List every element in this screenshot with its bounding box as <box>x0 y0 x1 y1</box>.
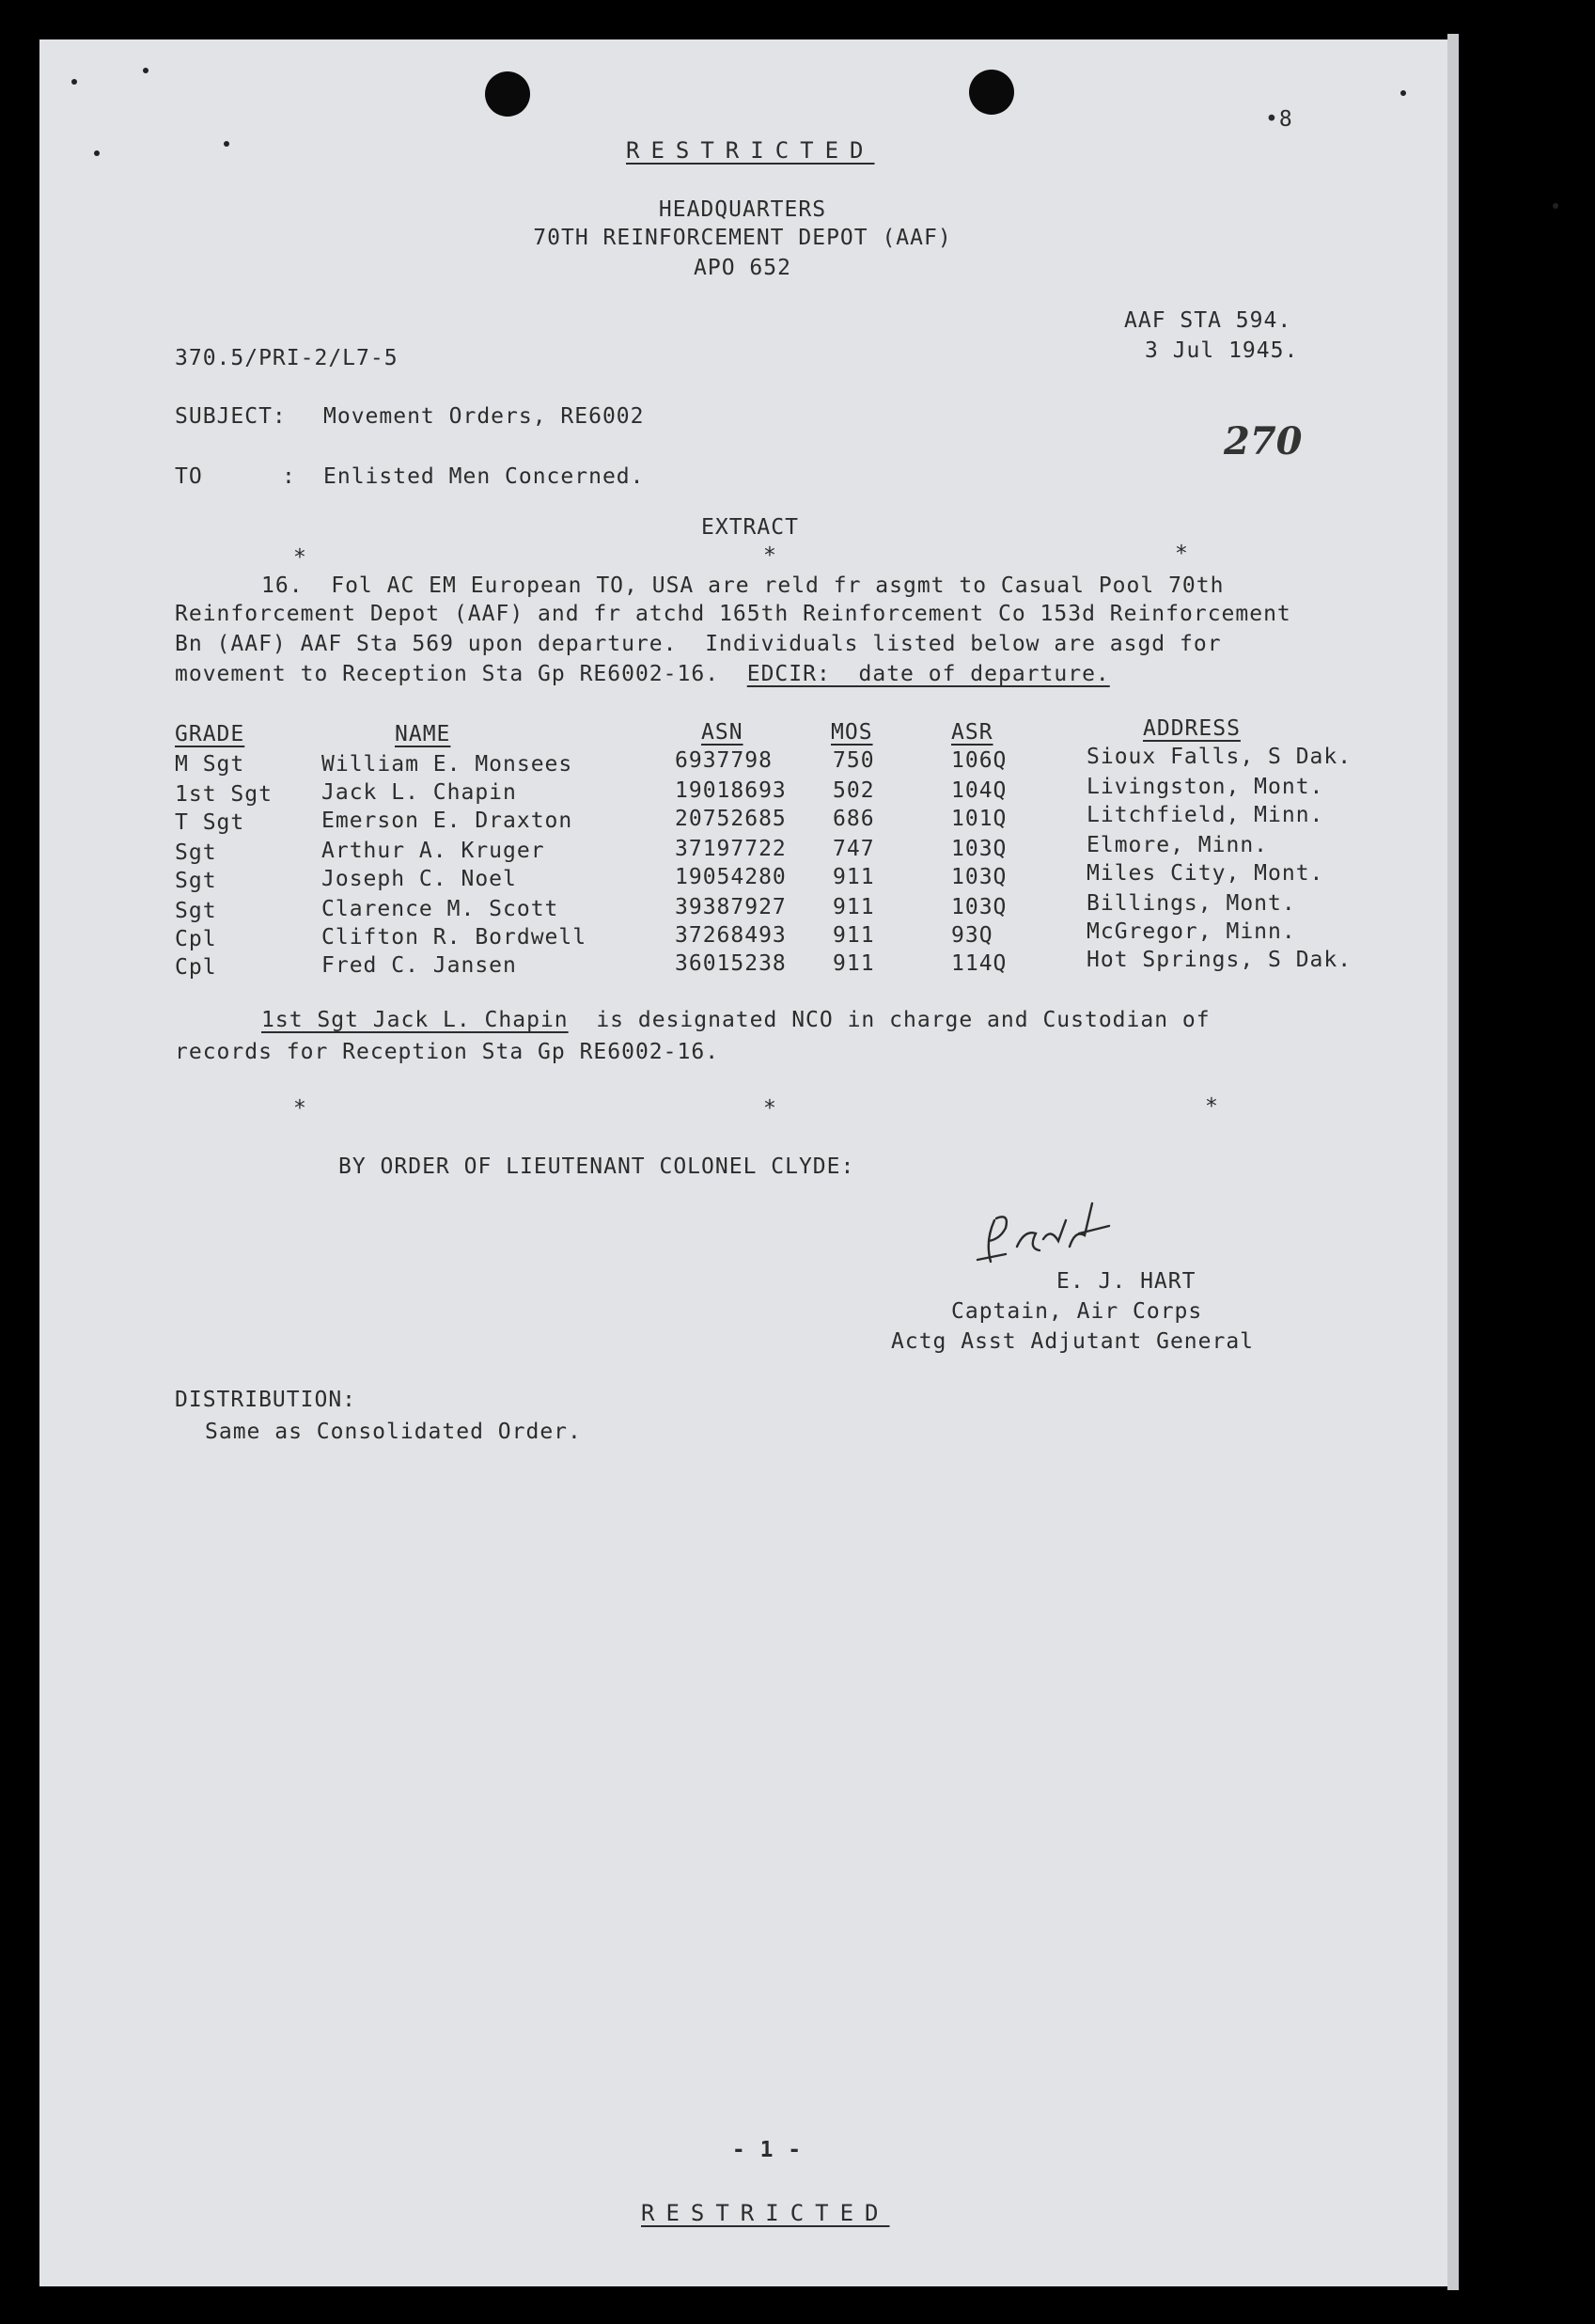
to-label: TO <box>175 464 203 489</box>
cell-mos: 747 <box>833 837 875 861</box>
cell-name: Clifton R. Bordwell <box>321 925 587 950</box>
cell-mos: 911 <box>833 865 875 889</box>
paragraph-line <box>175 664 1110 685</box>
cell-asr: 103Q <box>951 865 1008 889</box>
to-colon: : <box>282 464 296 489</box>
cell-grade: 1st Sgt <box>175 782 273 807</box>
cell-asr: 106Q <box>951 748 1008 773</box>
speck <box>1400 90 1406 96</box>
asterisk: * <box>293 1096 307 1121</box>
cell-asn: 19054280 <box>675 865 787 889</box>
header-asn: ASN <box>701 720 743 745</box>
cell-name: Arthur A. Kruger <box>321 839 545 863</box>
cell-mos: 911 <box>833 923 875 948</box>
cell-mos: 911 <box>833 895 875 919</box>
speck <box>1553 203 1558 209</box>
cell-grade: Cpl <box>175 955 217 980</box>
subject-value: Movement Orders, RE6002 <box>323 404 645 429</box>
cell-mos: 750 <box>833 748 875 773</box>
cell-address: Litchfield, Minn. <box>1087 803 1324 827</box>
cell-asn: 19018693 <box>675 778 787 803</box>
cell-address: Livingston, Mont. <box>1087 775 1324 799</box>
cell-asn: 39387927 <box>675 895 787 919</box>
cell-asn: 6937798 <box>675 748 773 773</box>
order-line: BY ORDER OF LIEUTENANT COLONEL CLYDE: <box>338 1154 855 1179</box>
speck <box>143 68 149 73</box>
asterisk: * <box>763 543 777 568</box>
designation-line-2: records for Reception Sta Gp RE6002-16. <box>175 1040 720 1064</box>
cell-address: McGregor, Minn. <box>1087 919 1296 944</box>
asterisk: * <box>763 1096 777 1121</box>
asterisk: * <box>1175 542 1189 566</box>
cell-name: Emerson E. Draxton <box>321 809 573 833</box>
unit-line-2: 70TH REINFORCEMENT DEPOT (AAF) <box>533 226 952 250</box>
cell-asn: 37197722 <box>675 837 787 861</box>
page-edge <box>1447 34 1459 2290</box>
cell-asr: 114Q <box>951 951 1008 976</box>
edcir-text: EDCIR: date of departure. <box>746 662 1110 686</box>
speck <box>94 150 100 156</box>
cell-asr: 101Q <box>951 807 1008 831</box>
cell-mos: 911 <box>833 951 875 976</box>
header-address: ADDRESS <box>1143 716 1241 741</box>
classification-bottom: RESTRICTED <box>641 2200 890 2226</box>
distribution-label: DISTRIBUTION: <box>175 1388 357 1412</box>
cell-address: Elmore, Minn. <box>1087 833 1269 857</box>
header-asr: ASR <box>951 720 993 745</box>
to-value: Enlisted Men Concerned. <box>323 464 645 489</box>
header-name: NAME <box>395 722 451 746</box>
header-mos: MOS <box>831 720 873 745</box>
page-mark-number: 8 <box>1278 107 1293 132</box>
speck <box>224 141 229 147</box>
unit-line-1: HEADQUARTERS <box>658 197 827 222</box>
cell-asr: 104Q <box>951 778 1008 803</box>
cell-name: Jack L. Chapin <box>321 780 517 805</box>
cell-grade: T Sgt <box>175 810 245 835</box>
paragraph-line: Reinforcement Depot (AAF) and fr atchd 165th Reinforcement Co 153d Reinforcement <box>175 602 1291 626</box>
cell-asn: 37268493 <box>675 923 787 948</box>
paragraph-line: Bn (AAF) AAF Sta 569 upon departure. Individuals listed below are asgd for <box>175 632 1222 656</box>
cell-address: Sioux Falls, S Dak. <box>1087 745 1353 769</box>
header-grade: GRADE <box>175 722 245 746</box>
cell-asr: 103Q <box>951 895 1008 919</box>
cell-grade: Sgt <box>175 869 217 893</box>
document-date: 3 Jul 1945. <box>1145 338 1299 363</box>
cell-grade: Sgt <box>175 899 217 923</box>
classification-top: RESTRICTED <box>626 137 875 164</box>
cell-asn: 36015238 <box>675 951 787 976</box>
cell-address: Hot Springs, S Dak. <box>1087 948 1353 972</box>
cell-asn: 20752685 <box>675 807 787 831</box>
signer-name: E. J. HART <box>1056 1269 1196 1294</box>
cell-name: Clarence M. Scott <box>321 897 559 921</box>
cell-asr: 93Q <box>951 923 993 948</box>
punch-hole-right <box>969 70 1014 115</box>
handwritten-signature <box>968 1192 1194 1277</box>
designation-line <box>261 1010 1211 1031</box>
cell-name: Fred C. Jansen <box>321 953 517 978</box>
signer-title: Actg Asst Adjutant General <box>891 1329 1255 1354</box>
file-reference: 370.5/PRI-2/L7-5 <box>175 346 399 370</box>
distribution-value: Same as Consolidated Order. <box>205 1420 582 1444</box>
cell-name: William E. Monsees <box>321 752 573 777</box>
extract-title: EXTRACT <box>701 515 799 540</box>
designated-nco: 1st Sgt Jack L. Chapin <box>261 1008 569 1032</box>
page-number: - 1 - <box>731 2138 803 2162</box>
handwritten-number: 270 <box>1224 419 1303 463</box>
cell-asr: 103Q <box>951 837 1008 861</box>
signer-title: Captain, Air Corps <box>951 1299 1203 1324</box>
cell-mos: 502 <box>833 778 875 803</box>
designation-text: is designated NCO in charge and Custodian of <box>568 1008 1211 1032</box>
station: AAF STA 594. <box>1124 308 1292 333</box>
cell-grade: Cpl <box>175 927 217 951</box>
paragraph-text: movement to Reception Sta Gp RE6002-16. <box>175 662 747 686</box>
asterisk: * <box>293 545 307 570</box>
punch-hole-left <box>485 71 530 117</box>
asterisk: * <box>1205 1094 1219 1119</box>
cell-mos: 686 <box>833 807 875 831</box>
paragraph-line: 16. Fol AC EM European TO, USA are reld fr asgmt to Casual Pool 70th <box>261 573 1225 598</box>
cell-name: Joseph C. Noel <box>321 867 517 891</box>
cell-grade: M Sgt <box>175 752 245 777</box>
cell-address: Miles City, Mont. <box>1087 861 1324 886</box>
speck <box>71 79 77 85</box>
page-mark: •8 <box>1265 107 1293 132</box>
cell-grade: Sgt <box>175 840 217 865</box>
unit-line-3: APO 652 <box>694 256 791 280</box>
subject-label: SUBJECT: <box>175 404 287 429</box>
cell-address: Billings, Mont. <box>1087 891 1296 916</box>
